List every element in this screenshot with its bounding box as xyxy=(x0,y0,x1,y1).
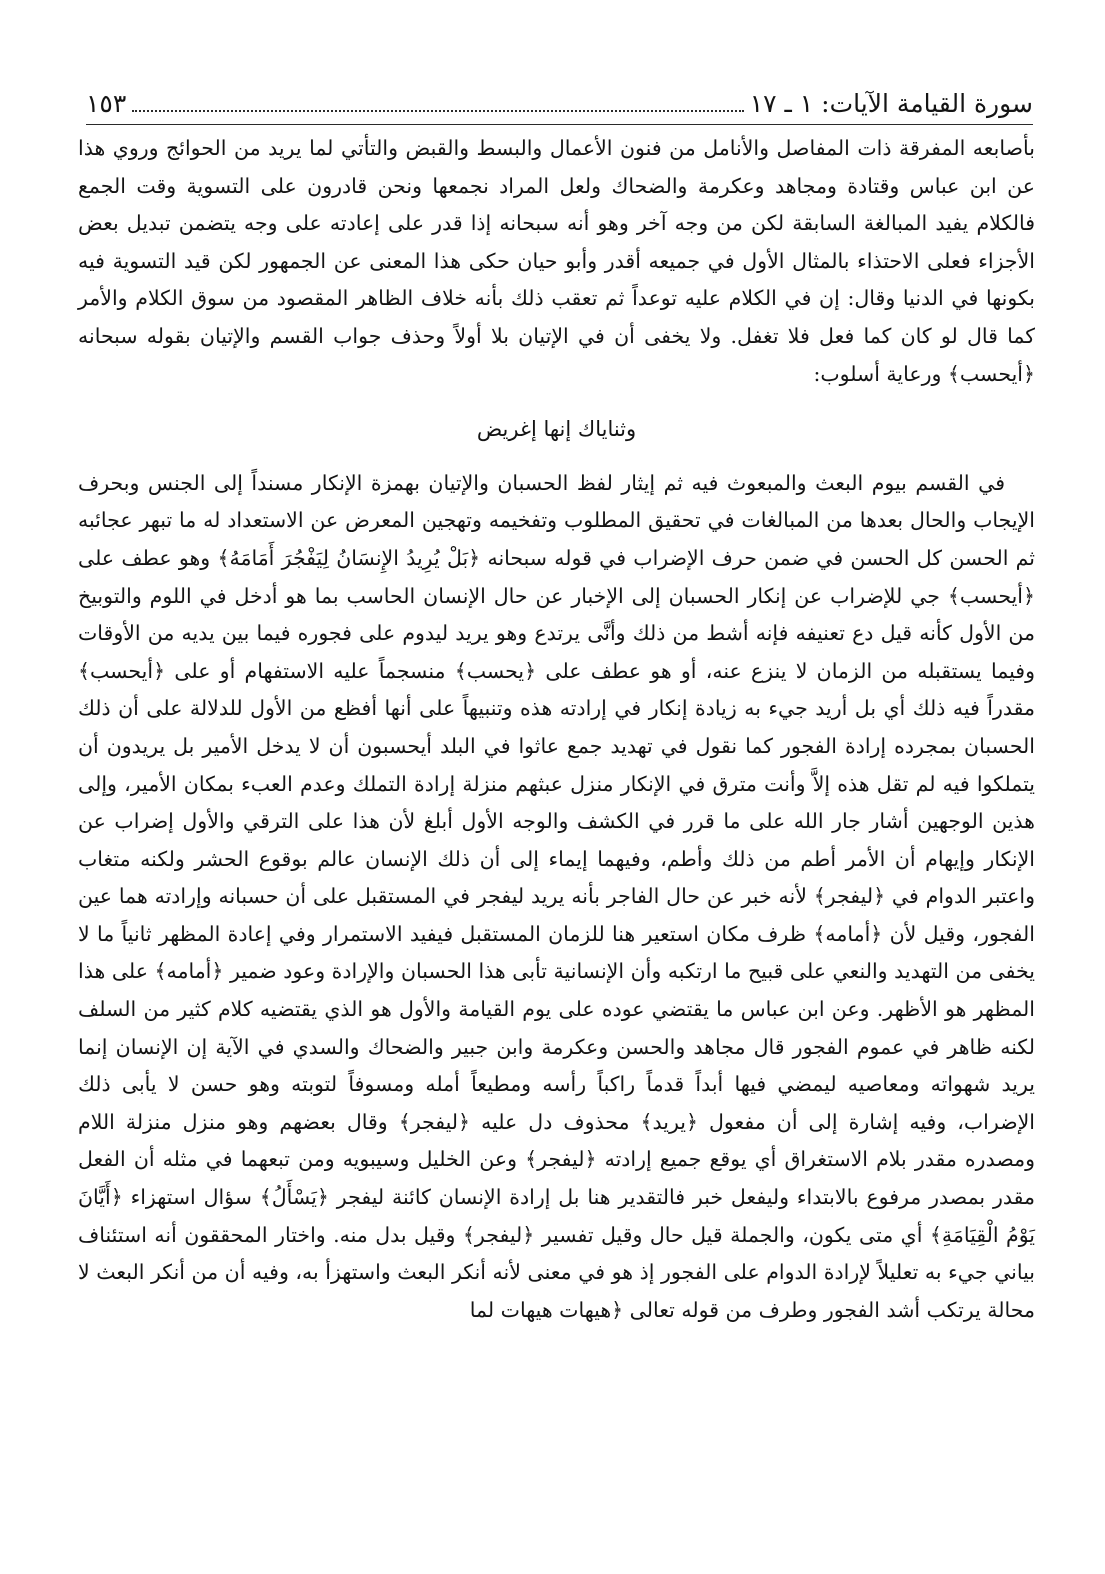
paragraph-continued: بأصابعه المفرقة ذات المفاصل والأنامل من فنون الأعمال والبسط والقبض والتأتي لما يريد من الحوائج وروي هذا عن ابن عباس وقتادة ومجاهد وعكرمة والضحاك ولعل المراد نجمعها ونحن قادرون على التسوية وقت الجمع فالكلام يفيد المبالغة السابقة لكن من وجه آخر وهو أنه سبحانه إذا قدر على إعادته على وجه يتضمن تبديل بعض الأجزاء فعلى الاحتذاء بالمثال الأول في جميعه أقدر وأبو حيان حكى هذا المعنى عن الجمهور لكن قيد التسوية فيه بكونها في الدنيا وقال: إن في الكلام عليه توعداً ثم تعقب ذلك بأنه خلاف الظاهر المقصود من سوق الكلام والأمر كما قال لو كان كما فعل فلا تغفل. ولا يخفى أن في الإتيان بلا أولاً وحذف جواب القسم والإتيان بقوله سبحانه ﴿أيحسب﴾ ورعاية أسلوب: xyxy=(78,136,1035,386)
poetry-verse: وثناياك إنها إغريض xyxy=(476,417,637,442)
dot-leader xyxy=(132,110,743,112)
body-text xyxy=(78,130,1035,1329)
page-number: ١٥٣ xyxy=(86,89,127,118)
header-rule xyxy=(86,124,1033,125)
paragraph-commentary: في القسم بيوم البعث والمبعوث فيه ثم إيثار لفظ الحسبان والإتيان بهمزة الإنكار مسنداً إلى الجنس وبحرف الإيجاب والحال بعدها من المبالغات في تحقيق المطلوب وتفخيمه وتهجين المعرض عن الاستعداد له ما تبهر عجائبه ثم الحسن كل الحسن في ضمن حرف الإضراب في قوله سبحانه ﴿بَلْ يُرِيدُ الإِنسَانُ لِيَفْجُرَ أَمَامَهُ﴾ وهو عطف على ﴿أيحسب﴾ جي للإضراب عن إنكار الحسبان إلى الإخبار عن حال الإنسان الحاسب بما هو أدخل في اللوم والتوبيخ من الأول كأنه قيل دع تعنيفه فإنه أشط من ذلك وأنَّى يرتدع وهو يريد ليدوم على فجوره فيما بين يديه من الأوقات وفيما يستقبله من الزمان لا ينزع عنه، أو هو عطف على ﴿يحسب﴾ منسجماً عليه الاستفهام أو على ﴿أيحسب﴾ مقدراً فيه ذلك أي بل أريد جيء به زيادة إنكار في إرادته هذه وتنبيهاً على أنها أفظع من الأول للدلالة على أن ذلك الحسبان بمجرده إرادة الفجور كما نقول في تهديد جمع عاثوا في البلد أيحسبون أن لا يدخل الأمير بل يريدون أن يتملكوا فيه لم تقل هذه إلاَّ وأنت مترق في الإنكار منزل عبثهم منزلة إرادة التملك وعدم العبء بمكان الأمير، وإلى هذين الوجهين أشار جار الله على ما قرر في الكشف والوجه الأول أبلغ لأن هذا على الترقي والأول إضراب عن الإنكار وإيهام أن الأمر أطم من ذلك وأطم، وفيهما إيماء إلى أن ذلك الإنسان عالم بوقوع الحشر ولكنه متغاب واعتبر الدوام في ﴿ليفجر﴾ لأنه خبر عن حال الفاجر بأنه يريد ليفجر في المستقبل على أن حسبانه وإرادته هما عين الفجور، وقيل لأن ﴿أمامه﴾ ظرف مكان استعير هنا للزمان المستقبل فيفيد الاستمرار وفي إعادة المظهر ثانياً ما لا يخفى من التهديد والنعي على قبيح ما ارتكبه وأن الإنسانية تأبى هذا الحسبان والإرادة وعود ضمير ﴿أمامه﴾ على هذا المظهر هو الأظهر. وعن ابن عباس ما يقتضي عوده على يوم القيامة والأول هو الذي يقتضيه كلام كثير من السلف لكنه ظاهر في عموم الفجور قال مجاهد والحسن وعكرمة وابن جبير والضحاك والسدي في الآية إن الإنسان إنما يريد شهواته ومعاصيه ليمضي فيها أبداً قدماً راكباً رأسه ومطيعاً أمله ومسوفاً لتوبته وهو حسن لا يأبى ذلك الإضراب، وفيه إشارة إلى أن مفعول ﴿يريد﴾ محذوف دل عليه ﴿ليفجر﴾ وقال بعضهم وهو منزل منزلة اللام ومصدره مقدر بلام الاستغراق أي يوقع جميع إرادته ﴿ليفجر﴾ وعن الخليل وسيبويه ومن تبعهما في مثله أن الفعل مقدر بمصدر مرفوع بالابتداء وليفعل خبر فالتقدير هنا بل إرادة الإنسان كائنة ليفجر ﴿يَسْأَلُ﴾ سؤال استهزاء ﴿أَيَّانَ يَوْمُ الْقِيَامَةِ﴾ أي متى يكون، والجملة قيل حال وقيل تفسير ﴿ليفجر﴾ وقيل بدل منه. واختار المحققون أنه استئناف بياني جيء به تعليلاً لإرادة الدوام على الفجور إذ هو في معنى لأنه أنكر البعث واستهزأ به، وفيه أن من أنكر البعث لا محالة يرتكب أشد الفجور وطرف من قوله تعالى ﴿هيهات هيهات لما xyxy=(78,470,1035,1322)
running-head xyxy=(86,86,1033,122)
running-head-title: سورة القيامة الآيات: ١ ـ ١٧ xyxy=(749,89,1033,118)
